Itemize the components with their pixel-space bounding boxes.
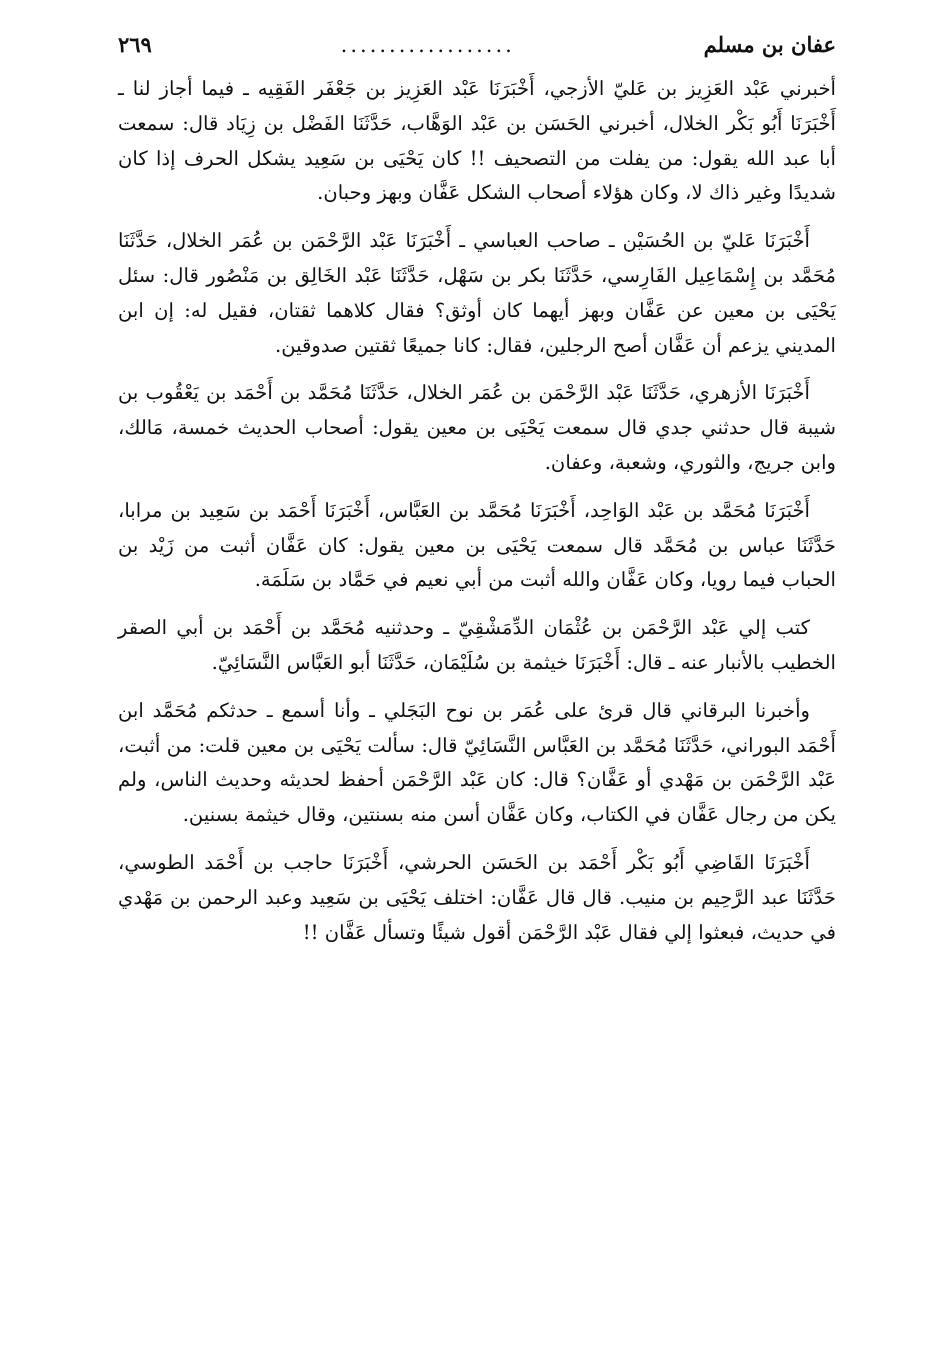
dot-leader: .................. bbox=[340, 33, 515, 57]
running-header bbox=[118, 28, 836, 62]
paragraph: أَخْبَرَنَا الأزهري، حَدَّثَنَا عَبْد الرَّحْمَن بن عُمَر الخلال، حَدَّثَنَا مُحَمَّد بن أَحْمَد بن يَعْقُوب بن شيبة قال حدثني جدي قال سمعت يَحْيَى بن معين يقول: أصحاب الحديث خمسة، مَالك، وابن جريج، والثوري، وشعبة، وعفان. bbox=[118, 381, 836, 474]
page-body bbox=[118, 72, 836, 950]
chapter-title: عفان بن مسلم bbox=[703, 32, 836, 57]
book-page bbox=[118, 28, 836, 1348]
paragraph: أَخْبَرَنَا عَليّ بن الحُسَيْن ـ صاحب العباسي ـ أَخْبَرَنَا عَبْد الرَّحْمَن بن عُمَر الخلال، حَدَّثَنَا مُحَمَّد بن إِسْمَاعِيل الفَارِسي، حَدَّثَنَا بكر بن سَهْل، حَدَّثَنَا عَبْد الخَالِق بن مَنْصُور قال: سئل يَحْيَى بن معين عن عَفَّان وبهز أيهما كان أوثق؟ فقال كلاهما ثقتان، فقيل له: إن ابن المديني يزعم أن عَفَّان أصح الرجلين، فقال: كانا جميعًا ثقتين صدوقين. bbox=[118, 229, 836, 357]
paragraph: أَخْبَرَنَا مُحَمَّد بن عَبْد الوَاحِد، أَخْبَرَنَا مُحَمَّد بن العَبَّاس، أَخْبَرَنَا أَحْمَد بن سَعِيد بن مرابا، حَدَّثَنَا عباس بن مُحَمَّد قال سمعت يَحْيَى بن معين يقول: كان عَفَّان أثبت من زَيْد بن الحباب فيما رويا، وكان عَفَّان والله أثبت من أبي نعيم في حَمَّاد بن سَلَمَة. bbox=[118, 498, 836, 592]
paragraph: أَخْبَرَنَا القَاضِي أَبُو بَكْر أَحْمَد بن الحَسَن الحرشي، أَخْبَرَنَا حاجب بن أَحْمَد الطوسي، حَدَّثَنَا عبد الرَّحِيم بن منيب. قال قال عَفَّان: اختلف يَحْيَى بن سَعِيد وعبد الرحمن بن مَهْدي في حديث، فبعثوا إلي فقال عَبْد الرَّحْمَن أقول شيئًا وتسأل عَفَّان !! bbox=[118, 850, 836, 944]
paragraph: كتب إلي عَبْد الرَّحْمَن بن عُثْمَان الدِّمَشْقِيّ ـ وحدثنيه مُحَمَّد بن أَحْمَد بن أبي الصقر الخطيب بالأنبار عنه ـ قال: أَخْبَرَنَا خيثمة بن سُلَيْمَان، حَدَّثَنَا أبو العَبَّاس النَّسَائِيّ. bbox=[118, 616, 836, 674]
paragraph: أخبرني عَبْد العَزِيز بن عَليّ الأزجي، أَخْبَرَنَا عَبْد العَزِيز بن جَعْفَر الفَقِيه ـ فيما أجاز لنا ـ أَخْبَرَنَا أَبُو بَكْر الخلال، أخبرني الحَسَن بن عَبْد الوَهَّاب، حَدَّثَنَا الفَضْل بن زِيَاد قال: سمعت أبا عبد الله يقول: من يفلت من التصحيف !! كان يَحْيَى بن سَعِيد يشكل الحرف إذا كان شديدًا وغير ذاك لا، وكان هؤلاء أصحاب الشكل عَفَّان وبهز وحبان. bbox=[118, 77, 836, 205]
page-number: ٢٦٩ bbox=[118, 32, 152, 57]
paragraph: وأخبرنا البرقاني قال قرئ على عُمَر بن نوح البَجَلي ـ وأنا أسمع ـ حدثكم مُحَمَّد ابن أَحْمَد البوراني، حَدَّثَنَا مُحَمَّد بن العَبَّاس النَّسَائِيّ قال: سألت يَحْيَى بن معين قلت: من أثبت، عَبْد الرَّحْمَن بن مَهْدي أو عَفَّان؟ قال: كان عَبْد الرَّحْمَن أحفظ لحديثه وحديث الناس، ولم يكن من رجال عَفَّان في الكتاب، وكان عَفَّان أسن منه بسنتين، وقال خيثمة بسنين. bbox=[118, 698, 836, 827]
